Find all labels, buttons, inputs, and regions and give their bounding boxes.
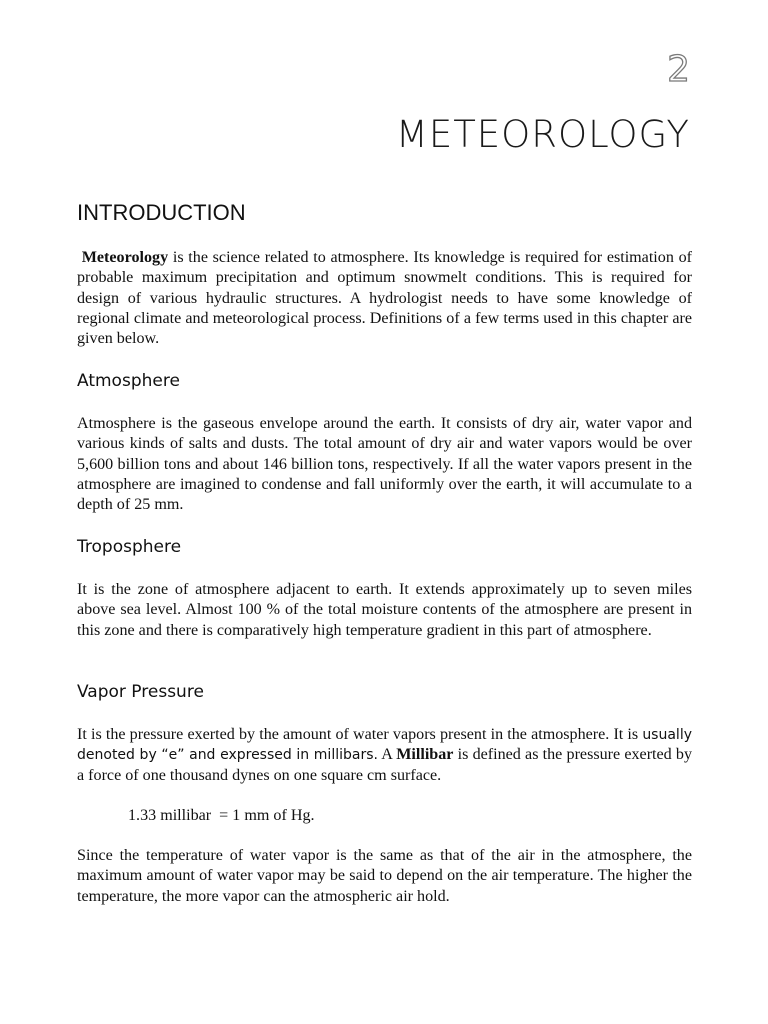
vapor-pressure-heading: Vapor Pressure	[77, 682, 204, 702]
meteorology-term: Meteorology	[81, 249, 169, 266]
millibar-term: Millibar	[396, 746, 454, 764]
introduction-text: is the science related to atmosphere. Its knowledge is required for estimation of probable maximum precipitation and optimum snowmelt conditions. This is required for design of various hydraulic structures. A hydrologist needs to have some knowledge of regional climate and meteorological process. Definitions of a few terms used in this chapter are given below.	[77, 249, 692, 348]
vapor-pressure-closing-paragraph: Since the temperature of water vapor is the same as that of the air in the atmosphere, the maximum amount of water vapor may be said to depend on the air temperature. The higher the temperature, the more vapor can the atmospheric air hold.	[77, 847, 692, 905]
vapor-pressure-text-1: It is the pressure exerted by the amount of water vapors present in the atmosphere. It is	[77, 726, 643, 743]
vapor-pressure-text-3: A	[377, 746, 397, 764]
vapor-pressure-paragraph	[77, 725, 692, 786]
atmosphere-paragraph: Atmosphere is the gaseous envelope around the earth. It consists of dry air, water vapor and various kinds of salts and dusts. The total amount of dry air and water vapors would be over 5,600 billion tons and about 146 billion tons, respectively. If all the water vapors present in the atmosphere are imagined to condense and fall uniformly over the earth, it will accumulate to a depth of 25 mm.	[77, 415, 692, 514]
introduction-paragraph	[77, 248, 692, 349]
introduction-heading: INTRODUCTION	[77, 200, 246, 225]
chapter-title: METEOROLOGY	[395, 113, 690, 156]
atmosphere-heading: Atmosphere	[77, 371, 180, 391]
vapor-pressure-text-2: usually denoted by “e” and expressed in millibars.	[77, 727, 692, 764]
troposphere-paragraph: It is the zone of atmosphere adjacent to earth. It extends approximately up to seven miles above sea level. Almost 100 % of the total moisture contents of the atmosphere are present in this zone and there is comparatively high temperature gradient in this part of atmosphere.	[77, 581, 692, 639]
troposphere-heading: Troposphere	[77, 537, 182, 557]
millibar-equation: 1.33 millibar = 1 mm of Hg.	[128, 807, 315, 824]
vapor-pressure-text-4: is defined as the pressure exerted by a force of one thousand dynes on one square cm surface.	[77, 746, 693, 784]
chapter-number: 2	[667, 49, 690, 90]
